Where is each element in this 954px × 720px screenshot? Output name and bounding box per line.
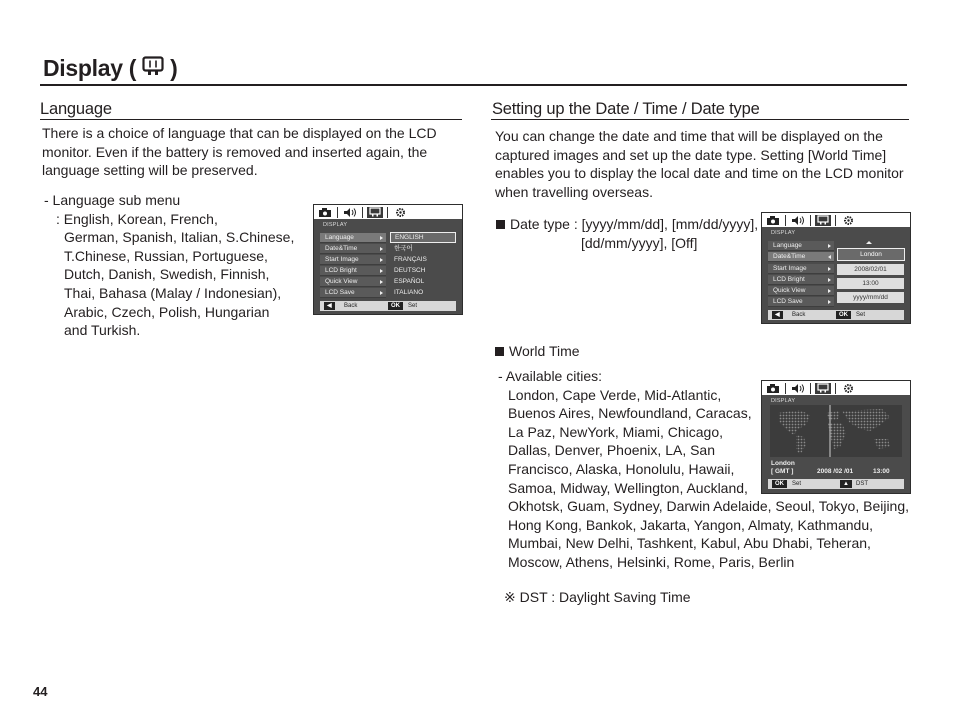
tab-separator (337, 207, 338, 218)
submenu-arrow-icon (828, 255, 831, 259)
settings-gear-icon (392, 207, 408, 218)
tab-separator (785, 215, 786, 226)
lcd-menu-item[interactable] (320, 255, 386, 265)
sound-icon (790, 215, 806, 226)
lcd-caption: DISPLAY (323, 222, 348, 228)
lcd-language-screen (313, 204, 463, 315)
world-time-label: World Time (509, 343, 580, 359)
datetime-heading-rule (491, 119, 909, 120)
up-arrow-icon[interactable]: ▲ (840, 480, 852, 488)
lcd-back-label: Back (344, 303, 358, 309)
datetime-intro (495, 127, 904, 201)
language-submenu (44, 191, 294, 340)
lcd-menu-label: Start Image (325, 256, 359, 263)
world-map-icon (770, 405, 902, 457)
language-intro-line: There is a choice of language that can be displayed on the LCD (42, 125, 437, 141)
language-submenu-line: : English, Korean, French, (56, 210, 218, 227)
lcd-menu-label: Start Image (773, 265, 807, 272)
language-submenu-line: German, Spanish, Italian, S.Chinese, (64, 229, 295, 246)
lcd-menu-label: Quick View (325, 278, 358, 285)
lcd-menu-item[interactable] (768, 297, 834, 307)
camera-icon (765, 383, 781, 394)
date-type-line: Date type : [yyyy/mm/dd], [mm/dd/yyyy], (510, 216, 759, 232)
submenu-arrow-icon (828, 300, 831, 304)
lcd-language-option[interactable]: ENGLISH (390, 232, 456, 243)
submenu-arrow-icon (828, 244, 831, 248)
display-icon (815, 215, 831, 226)
language-submenu-label: - Language sub menu (44, 192, 181, 208)
lcd-bottom-bar (768, 479, 904, 489)
settings-gear-icon (840, 383, 856, 394)
language-intro-line: monitor. Even if the battery is removed and inserted again, the (42, 143, 428, 160)
lcd-tab-bar (762, 213, 910, 227)
lcd-set-label: Set (792, 481, 802, 487)
lcd-time-field[interactable]: 13:00 (837, 278, 904, 289)
lcd-ok-key[interactable]: OK (388, 302, 403, 310)
cities-line: Hong Kong, Bankok, Jakarta, Yangon, Almaty, Kathmandu, (508, 516, 874, 533)
cities-line: Moscow, Athens, Helsinki, Rome, Paris, Berlin (508, 553, 795, 570)
cities-line: Okhotsk, Guam, Sydney, Darwin Adelaide, Seoul, Tokyo, Beijing, (508, 498, 910, 515)
sound-icon (342, 207, 358, 218)
lcd-language-option[interactable]: ESPAÑOL (394, 278, 425, 285)
language-submenu-line: and Turkish. (64, 322, 141, 339)
language-intro-line: language setting will be preserved. (42, 162, 258, 179)
submenu-arrow-icon (380, 280, 383, 284)
display-icon (815, 383, 831, 394)
tab-separator (387, 207, 388, 218)
world-map (770, 405, 902, 457)
submenu-arrow-icon (380, 269, 383, 273)
lcd-back-label: Back (792, 312, 806, 318)
lcd-menu-item[interactable] (768, 252, 834, 262)
square-bullet-icon (496, 220, 505, 229)
page-title-text: Display ( (43, 55, 137, 81)
lcd-dst-label: DST (856, 481, 868, 487)
language-intro (42, 124, 437, 180)
language-submenu-line: Thai, Bahasa (Malay / Indonesian), (64, 284, 282, 301)
lcd-language-option[interactable]: FRANÇAIS (394, 256, 427, 263)
lcd-menu-label: LCD Save (773, 298, 803, 305)
lcd-ok-key[interactable]: OK (836, 311, 851, 319)
submenu-arrow-icon (380, 236, 383, 240)
square-bullet-icon (495, 347, 504, 356)
dst-note: ※ DST : Daylight Saving Time (504, 589, 691, 605)
cities-line: Buenos Aires, Newfoundland, Caracas, (508, 405, 752, 422)
submenu-arrow-icon (380, 291, 383, 295)
lcd-language-option[interactable]: ITALIANO (394, 289, 424, 296)
tab-separator (362, 207, 363, 218)
lcd-menu-item[interactable] (320, 277, 386, 287)
lcd-datetime-screen (761, 212, 911, 324)
lcd-menu-label: Date&Time (773, 253, 806, 260)
language-heading-rule (40, 119, 462, 120)
lcd-date-label: 2008 /02 /01 (817, 468, 854, 475)
datetime-intro-line: when travelling overseas. (495, 183, 653, 200)
lcd-menu-label: LCD Bright (773, 276, 805, 283)
tab-separator (810, 383, 811, 394)
lcd-menu-label: Language (325, 234, 354, 241)
lcd-caption: DISPLAY (771, 230, 796, 236)
lcd-menu-item[interactable] (768, 241, 834, 251)
settings-gear-icon (840, 215, 856, 226)
lcd-menu-item[interactable] (768, 286, 834, 296)
lcd-time-label: 13:00 (873, 468, 890, 475)
cities-line: Mumbai, New Delhi, Tashkent, Kabul, Abu Dhabi, Teheran, (508, 535, 871, 552)
language-submenu-line: T.Chinese, Russian, Portuguese, (64, 247, 268, 264)
camera-icon (765, 215, 781, 226)
datetime-intro-line: enables you to display the local date and time on the LCD monitor (495, 165, 904, 182)
back-arrow-icon[interactable]: ◀ (324, 302, 335, 310)
lcd-city-field[interactable]: London (837, 248, 905, 261)
lcd-menu-item[interactable] (320, 266, 386, 276)
lcd-set-label: Set (408, 303, 418, 309)
lcd-menu-item[interactable] (320, 288, 386, 298)
back-arrow-icon[interactable]: ◀ (772, 311, 783, 319)
lcd-worldtime-screen (761, 380, 911, 494)
lcd-city-label: London (771, 460, 795, 467)
tab-separator (835, 383, 836, 394)
sound-icon (790, 383, 806, 394)
lcd-bottom-bar (768, 310, 904, 320)
lcd-format-field[interactable]: yyyy/mm/dd (837, 292, 904, 303)
date-type-line: [dd/mm/yyyy], [Off] (581, 234, 698, 251)
submenu-arrow-icon (828, 267, 831, 271)
lcd-menu-label: LCD Save (325, 289, 355, 296)
language-heading: Language (40, 100, 112, 118)
cities-line: La Paz, NewYork, Miami, Chicago, (508, 423, 724, 440)
tab-separator (785, 383, 786, 394)
lcd-menu-item[interactable] (320, 244, 386, 254)
cities-line: Samoa, Midway, Wellington, Auckland, (508, 479, 748, 496)
cities-label: - Available cities: (498, 368, 603, 384)
tab-separator (835, 215, 836, 226)
lcd-bottom-bar (320, 301, 456, 311)
language-submenu-line: Arabic, Czech, Polish, Hungarian (64, 303, 270, 320)
tab-separator (810, 215, 811, 226)
lcd-language-option[interactable]: 한국어 (394, 245, 413, 252)
lcd-menu-item[interactable] (768, 264, 834, 274)
lcd-menu-label: Language (773, 242, 802, 249)
datetime-intro-line: captured images and set up the date type. Setting [World Time] (495, 146, 887, 163)
lcd-menu-item[interactable] (320, 233, 386, 243)
world-time-item (495, 342, 580, 361)
lcd-menu-label: Date&Time (325, 245, 358, 252)
lcd-menu-label: LCD Bright (325, 267, 357, 274)
display-icon (142, 55, 164, 82)
page-title (43, 55, 178, 82)
lcd-menu-item[interactable] (768, 275, 834, 285)
lcd-menu-label: Quick View (773, 287, 806, 294)
datetime-intro-line: You can change the date and time that will be displayed on the (495, 128, 883, 144)
page-number: 44 (33, 684, 48, 699)
lcd-zone-label: [ GMT ] (771, 468, 794, 475)
lcd-tab-bar (762, 381, 910, 395)
lcd-ok-key[interactable]: OK (772, 480, 787, 488)
submenu-arrow-icon (828, 278, 831, 282)
lcd-tab-bar (314, 205, 462, 219)
cities-line: London, Cape Verde, Mid-Atlantic, (508, 386, 722, 403)
submenu-arrow-icon (380, 258, 383, 262)
submenu-arrow-icon (828, 289, 831, 293)
lcd-set-label: Set (856, 312, 866, 318)
language-submenu-line: Dutch, Danish, Swedish, Finnish, (64, 266, 270, 283)
camera-icon (317, 207, 333, 218)
datetime-heading: Setting up the Date / Time / Date type (492, 100, 760, 118)
date-type-item (496, 215, 758, 252)
display-icon (367, 207, 383, 218)
title-divider (40, 84, 907, 86)
submenu-arrow-icon (380, 247, 383, 251)
up-arrow-icon[interactable] (866, 241, 872, 244)
cities-line: Dallas, Denver, Phoenix, LA, San (508, 442, 716, 459)
lcd-date-field[interactable]: 2008/02/01 (837, 264, 904, 275)
cities-line: Francisco, Alaska, Honolulu, Hawaii, (508, 460, 735, 477)
page-title-close: ) (170, 55, 178, 81)
lcd-caption: DISPLAY (771, 398, 796, 404)
lcd-language-option[interactable]: DEUTSCH (394, 267, 426, 274)
